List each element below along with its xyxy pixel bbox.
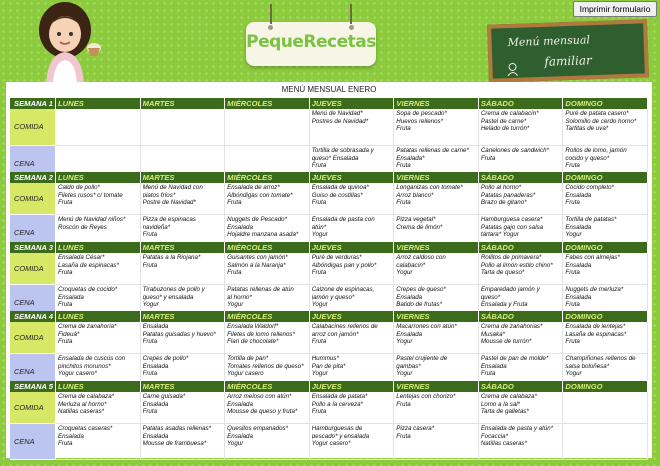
day-header: JUEVES <box>310 98 395 109</box>
dish-line: Fruta <box>58 338 73 346</box>
comida-cell[interactable] <box>310 253 395 285</box>
dish-line: Arroz blanco* <box>396 191 434 199</box>
dish-line: Ensalada <box>565 293 592 301</box>
comida-cell[interactable] <box>479 253 564 285</box>
dish-line: Pizza casera* <box>396 425 435 432</box>
dish-line: Crema de zanahoria* <box>58 323 117 330</box>
comida-cell[interactable] <box>141 392 226 424</box>
week-label: SEMANA 2 <box>10 172 56 183</box>
dish-line: Menú de Navidad niños* <box>58 216 126 223</box>
dish-line: queso* y ensalada <box>142 293 194 301</box>
day-header: LUNES <box>56 311 141 322</box>
print-form-button[interactable]: Imprimir formulario <box>573 1 657 17</box>
dish-line: Postres de Navidad* <box>311 117 369 125</box>
dish-line: Ensalada de pasta con <box>311 216 375 223</box>
comida-label: COMIDA <box>10 109 56 146</box>
dish-line: Caldo de pollo* <box>58 184 100 191</box>
dish-line: Ensalada y Fruta <box>480 301 528 309</box>
dish-line: Focaccia* <box>480 432 509 440</box>
dish-line: Fruta <box>142 408 158 416</box>
dish-line: Merluza al horno* <box>58 400 107 408</box>
comida-cell[interactable] <box>225 183 310 215</box>
logo-text: PequeRecetas <box>246 32 376 52</box>
comida-cell[interactable] <box>56 253 141 285</box>
dish-line: Hummus* <box>311 355 339 362</box>
comida-cell[interactable] <box>141 109 226 146</box>
comida-cell[interactable] <box>56 322 141 354</box>
chalkboard-title: Menú mensual <box>507 33 591 50</box>
dish-line: Ensalada <box>565 261 592 269</box>
week-block <box>10 381 648 460</box>
dish-line: Pastel crujiente de <box>396 355 448 362</box>
dish-line: Tortilla de pan* <box>227 355 269 362</box>
day-header: DOMINGO <box>563 172 648 183</box>
cena-cell[interactable] <box>141 424 226 460</box>
dish-line: Ensalada César* <box>58 254 105 261</box>
comida-cell[interactable] <box>563 392 648 424</box>
dish-line: Fruta <box>396 199 411 207</box>
comida-cell[interactable] <box>141 322 226 354</box>
dish-line: Arroz caldoso con <box>396 254 446 261</box>
week-label: SEMANA 4 <box>10 311 56 322</box>
week-label: SEMANA 5 <box>10 381 56 392</box>
dish-line: Guiso de costillas* <box>311 191 363 199</box>
dish-line: Ensalada <box>480 362 507 370</box>
dish-line: calabacín* <box>396 261 426 269</box>
day-header: MARTES <box>141 172 226 183</box>
comida-cell[interactable] <box>225 322 310 354</box>
dish-line: Patatas asadas rellenas* <box>142 425 212 432</box>
dish-line: Ensalada de quinoa* <box>311 184 369 191</box>
menu-title: MENÚ MENSUAL ENERO <box>281 85 377 94</box>
dish-line: platos fríos* <box>142 191 176 199</box>
dish-line: Yogur <box>142 301 159 309</box>
dish-line: Pollo a la cerveza* <box>311 400 363 408</box>
dish-line: Crepes de queso* <box>396 286 446 293</box>
dish-line: Champiñones rellenos de <box>565 355 636 362</box>
day-header: VIERNES <box>394 98 479 109</box>
dish-line: Natillas caseras* <box>480 440 527 448</box>
dish-line: Fruta <box>142 261 158 269</box>
dish-line: Pizza de espinacas <box>142 216 196 223</box>
week-label: SEMANA 3 <box>10 242 56 253</box>
dish-line: Patatas panaderas* <box>480 191 536 199</box>
dish-line: Fruta <box>311 199 327 207</box>
dish-line: Pizza vegetal* <box>396 216 436 223</box>
dish-line: Mousse de frambuesa* <box>142 440 207 448</box>
dish-line: Patatas rellenas de carne* <box>396 147 469 154</box>
dish-line: Rollitos de primavera* <box>480 254 542 261</box>
dish-line: Fruta <box>396 162 411 170</box>
dish-line: Ensalada Waldorf* <box>227 323 279 330</box>
dish-line: Cocido completo* <box>565 184 614 191</box>
dish-line: Macarrones con atún* <box>396 323 457 330</box>
dish-line: Ensalada <box>142 432 169 440</box>
day-header: VIERNES <box>394 381 479 392</box>
comida-cell[interactable] <box>310 183 395 215</box>
dish-line: jamón y queso* <box>311 293 355 301</box>
dish-line: Yogur <box>565 370 582 378</box>
dish-line: Ensalada <box>142 323 169 330</box>
comida-cell[interactable] <box>479 183 564 215</box>
dish-line: Solomillo de cerdo horno* <box>565 117 637 125</box>
day-header: JUEVES <box>310 242 395 253</box>
dish-line: Ensalada <box>396 330 423 338</box>
dish-line: Ensalada de patata* <box>311 393 368 400</box>
chef-doodle-icon <box>504 62 520 77</box>
chalkboard-sign <box>487 19 649 83</box>
dish-line: Lomo a la sal* <box>480 400 521 408</box>
dish-line: Yogur <box>396 269 413 277</box>
day-header: LUNES <box>56 172 141 183</box>
day-header: DOMINGO <box>563 98 648 109</box>
dish-line: Hojaldre manzana asada* <box>227 231 299 239</box>
dish-line: Yogur <box>311 231 328 239</box>
dish-line: Guisantes con jamón* <box>227 254 288 261</box>
dish-line: Fruta <box>227 199 242 207</box>
comida-cell[interactable] <box>56 392 141 424</box>
dish-line: Ensalada <box>227 400 253 408</box>
dish-line: Puré de verduras* <box>311 254 362 261</box>
chef-girl-illustration <box>20 0 110 84</box>
dish-line: Tortilla de sobrasada y <box>311 147 374 154</box>
dish-line: Crema de calabaza* <box>480 393 537 400</box>
dish-line: Ensalada <box>565 191 592 199</box>
day-header: MIÉRCOLES <box>225 311 310 322</box>
comida-cell[interactable] <box>394 183 479 215</box>
comida-cell[interactable] <box>479 109 564 146</box>
dish-line: Tarta de galletas* <box>480 408 529 416</box>
dish-line: Musaka* <box>480 330 505 338</box>
dish-line: Ensalada <box>565 223 592 231</box>
dish-line: arroz con jamón* <box>311 330 359 338</box>
comida-cell[interactable] <box>394 253 479 285</box>
dish-line: queso* <box>480 293 501 301</box>
dish-line: Crema de calabacín* <box>480 110 539 117</box>
dish-line: Tartitas de uva* <box>565 125 609 133</box>
comida-label: COMIDA <box>10 183 56 215</box>
cena-cell[interactable] <box>394 424 479 460</box>
dish-line: Pastel de pan de molde* <box>480 355 549 362</box>
week-block <box>10 172 648 251</box>
dish-line: Filetes rusos* c/ tomate <box>58 191 123 199</box>
dish-line: Yogur casero <box>227 370 264 378</box>
day-header: DOMINGO <box>563 242 648 253</box>
dish-line: Pan de pita* <box>311 362 346 370</box>
dish-line: navideña* <box>142 223 171 231</box>
dish-line: Fruta <box>142 370 158 378</box>
dish-line: Ensalada <box>58 432 84 440</box>
day-header: DOMINGO <box>563 381 648 392</box>
dish-line: Fruta <box>311 408 327 416</box>
comida-cell[interactable] <box>310 322 395 354</box>
dish-line: Fruta <box>480 370 496 378</box>
cena-cell[interactable] <box>225 424 310 460</box>
dish-line: Lasaña de espinacas* <box>58 261 119 269</box>
dish-line: Fruta <box>311 269 327 277</box>
day-header: SÁBADO <box>479 172 564 183</box>
dish-line: Yogur <box>396 370 413 378</box>
comida-cell[interactable] <box>394 322 479 354</box>
comida-cell[interactable] <box>225 253 310 285</box>
day-header: VIERNES <box>394 242 479 253</box>
comida-cell[interactable] <box>141 253 226 285</box>
comida-cell[interactable] <box>563 253 648 285</box>
pequerecetas-logo[interactable] <box>246 22 376 66</box>
dish-line: queso* Ensalada <box>311 154 359 162</box>
dish-line: Fruta <box>565 199 580 207</box>
dish-line: Fruta <box>565 162 580 170</box>
week-block <box>10 242 648 321</box>
comida-cell[interactable] <box>225 109 310 146</box>
dish-line: Patatas guisadas y huevo* <box>142 330 216 338</box>
week-block <box>10 311 648 390</box>
comida-cell[interactable] <box>479 392 564 424</box>
dish-line: Puré de patata casero* <box>565 110 629 117</box>
dish-line: Yogur casero* <box>58 370 97 378</box>
dish-line: Tirabuzones de pollo y <box>142 286 205 293</box>
dish-line: Ensalada <box>396 293 423 301</box>
dish-line: Tarta de queso* <box>480 269 525 277</box>
dish-line: Natillas caseras* <box>58 408 105 416</box>
dish-line: Fruta <box>480 154 496 162</box>
dish-line: Fruta <box>58 440 73 448</box>
comida-label: COMIDA <box>10 253 56 285</box>
comida-cell[interactable] <box>563 183 648 215</box>
cena-cell[interactable] <box>310 424 395 460</box>
dish-line: Calzone de espinacas, <box>311 286 375 293</box>
comida-cell[interactable] <box>56 183 141 215</box>
dish-line: Menú de Navidad con <box>142 184 203 191</box>
day-header: LUNES <box>56 242 141 253</box>
dish-line: Croquetas de cocido* <box>58 286 118 293</box>
dish-line: Roscón de Reyes <box>58 223 107 231</box>
dish-line: Ensalada <box>227 432 253 440</box>
dish-line: Fruta <box>58 301 73 309</box>
dish-line: Flan de chocolate* <box>227 338 279 346</box>
dish-line: Carne guisada* <box>142 393 186 400</box>
dish-line: Yogur <box>227 301 244 309</box>
dish-line: Ensalada <box>142 400 169 408</box>
dish-line: Crema de calabaza* <box>58 393 115 400</box>
dish-line: Salmón a la Naranja* <box>227 261 286 269</box>
day-header: MIÉRCOLES <box>225 172 310 183</box>
day-header: MIÉRCOLES <box>225 381 310 392</box>
dish-line: Yogur <box>311 301 328 309</box>
dish-line: Helado de turrón* <box>480 125 530 133</box>
dish-line: Ensalada <box>58 293 84 301</box>
dish-line: Calabacines rellenos de <box>311 323 378 330</box>
dish-line: Fruta <box>142 338 158 346</box>
dish-line: Fruta <box>58 269 73 277</box>
dish-line: Pastel de carne* <box>480 117 527 125</box>
dish-line: Batido de frutas* <box>396 301 443 309</box>
dish-line: tártara* Yogur <box>480 231 519 239</box>
dish-line: salsa boloñesa* <box>565 362 610 370</box>
dish-line: Fruta <box>396 400 411 408</box>
monthly-menu-panel <box>6 82 652 458</box>
comida-cell[interactable] <box>479 322 564 354</box>
dish-line: Tortilla de patatas* <box>565 216 617 223</box>
day-header: JUEVES <box>310 311 395 322</box>
cena-cell[interactable] <box>56 424 141 460</box>
day-header: MIÉRCOLES <box>225 98 310 109</box>
comida-cell[interactable] <box>141 183 226 215</box>
comida-cell[interactable] <box>310 392 395 424</box>
dish-line: Albóndigas pan y pollo* <box>311 261 377 269</box>
dish-line: Pollo al horno* <box>480 184 522 191</box>
dish-line: atún* <box>311 223 327 231</box>
day-header: MARTES <box>141 381 226 392</box>
dish-line: Lasaña de espinacas* <box>565 330 627 338</box>
cena-label: CENA <box>10 285 56 321</box>
dish-line: Ensalada de lentejas* <box>565 323 626 330</box>
dish-line: Rollos de lomo, jamón <box>565 147 627 154</box>
dish-line: Yogur <box>565 231 582 239</box>
dish-line: Yogur casero* <box>311 440 351 448</box>
comida-label: COMIDA <box>10 392 56 424</box>
cena-label: CENA <box>10 146 56 182</box>
dish-line: Fabes con almejas* <box>565 254 620 261</box>
cena-cell[interactable] <box>563 424 648 460</box>
day-header: SÁBADO <box>479 311 564 322</box>
dish-line: Ensalada de arroz* <box>227 184 280 191</box>
dish-line: Patatas rellenas de atún <box>227 286 294 293</box>
dish-line: Hamburguesa casera* <box>480 216 543 223</box>
dish-line: Mousse de queso y fruta* <box>227 408 298 416</box>
day-header: MARTES <box>141 98 226 109</box>
dish-line: Croquetas caseras* <box>58 425 113 432</box>
dish-line: Fruta <box>142 231 158 239</box>
dish-line: pescado* y ensalada <box>311 432 370 440</box>
comida-label: COMIDA <box>10 322 56 354</box>
dish-line: Pollo al limón estilo chino* <box>480 261 553 269</box>
day-header: LUNES <box>56 98 141 109</box>
dish-line: Albóndigas con tomate* <box>227 191 293 199</box>
cena-label: CENA <box>10 354 56 390</box>
chalkboard-subtitle: familiar <box>544 53 592 69</box>
day-header: MIÉRCOLES <box>225 242 310 253</box>
dish-line: Ensalada de pasta y atún* <box>480 425 554 432</box>
dish-line: Filetes de lomo rellenos* <box>227 330 295 338</box>
dish-line: Ensalada* <box>396 154 425 162</box>
dish-line: Menú de Navidad* <box>311 110 363 117</box>
cena-cell[interactable] <box>479 424 564 460</box>
cena-label: CENA <box>10 424 56 460</box>
day-header: SÁBADO <box>479 98 564 109</box>
dish-line: Patatas a la Riojana* <box>142 254 201 261</box>
dish-line: Patatas gajo con salsa <box>480 223 544 231</box>
comida-cell[interactable] <box>56 109 141 146</box>
comida-cell[interactable] <box>225 392 310 424</box>
comida-cell[interactable] <box>394 392 479 424</box>
dish-line: Lentejas con chorizo* <box>396 393 456 400</box>
dish-line: Mousse de turrón* <box>480 338 532 346</box>
page-header <box>0 0 660 84</box>
dish-line: Yogur <box>311 370 328 378</box>
dish-line: Crema de limón* <box>396 223 443 231</box>
dish-line: Fruta <box>311 338 327 346</box>
day-header: MARTES <box>141 242 226 253</box>
week-label: SEMANA 1 <box>10 98 56 109</box>
day-header: JUEVES <box>310 381 395 392</box>
dish-line: Brazo de gitano* <box>480 199 527 207</box>
day-header: SÁBADO <box>479 242 564 253</box>
week-block <box>10 98 648 182</box>
dish-line: Postre de Navidad* <box>142 199 196 207</box>
dish-line: Nuggets de merluza* <box>565 286 624 293</box>
day-header: VIERNES <box>394 172 479 183</box>
day-header: JUEVES <box>310 172 395 183</box>
dish-line: Emparedado jamón y <box>480 286 540 293</box>
comida-cell[interactable] <box>563 322 648 354</box>
day-header: LUNES <box>56 381 141 392</box>
day-header: VIERNES <box>394 311 479 322</box>
dish-line: Quesitos empanados* <box>227 425 289 432</box>
dish-line: Crepes de pollo* <box>142 355 189 362</box>
dish-line: Ensalada <box>142 362 169 370</box>
dish-line: Sopa de pescado* <box>396 110 447 117</box>
dish-line: Crema de zanahorias* <box>480 323 543 330</box>
day-header: SÁBADO <box>479 381 564 392</box>
dish-line: Fruta <box>565 301 580 309</box>
dish-line: Yogur <box>396 338 413 346</box>
dish-line: Huevos rellenos* <box>396 117 444 125</box>
comida-cell[interactable] <box>310 109 395 146</box>
dish-line: Fruta <box>311 162 327 170</box>
dish-line: Fruta <box>565 338 580 346</box>
dish-line: Fruta <box>396 125 411 133</box>
dish-line: Ensalada de cuscús con <box>58 355 126 362</box>
dish-line: Hamburguesas de <box>311 425 363 432</box>
dish-line: al horno* <box>227 293 252 301</box>
dish-line: Fruta <box>58 199 73 207</box>
dish-line: Ensalada <box>227 223 253 231</box>
dish-line: Longanizas con tomate* <box>396 184 463 191</box>
day-header: MARTES <box>141 311 226 322</box>
dish-line: Tomates rellenos de queso* <box>227 362 304 370</box>
dish-line: Fruta <box>227 269 242 277</box>
cena-label: CENA <box>10 215 56 251</box>
dish-line: Fruta <box>396 432 411 440</box>
dish-line: Yogur <box>227 440 244 448</box>
dish-line: gambas* <box>396 362 421 370</box>
dish-line: pinchitos morunos* <box>58 362 111 370</box>
dish-line: Fruta <box>565 269 580 277</box>
dish-line: Arroz meloso con atún* <box>227 393 292 400</box>
day-header: DOMINGO <box>563 311 648 322</box>
dish-line: Fideuá* <box>58 330 80 338</box>
comida-cell[interactable] <box>563 109 648 146</box>
comida-cell[interactable] <box>394 109 479 146</box>
dish-line: cocido y queso* <box>565 154 610 162</box>
dish-line: Nuggets de Pescado* <box>227 216 287 223</box>
dish-line: Canelones de sandwich* <box>480 147 549 154</box>
